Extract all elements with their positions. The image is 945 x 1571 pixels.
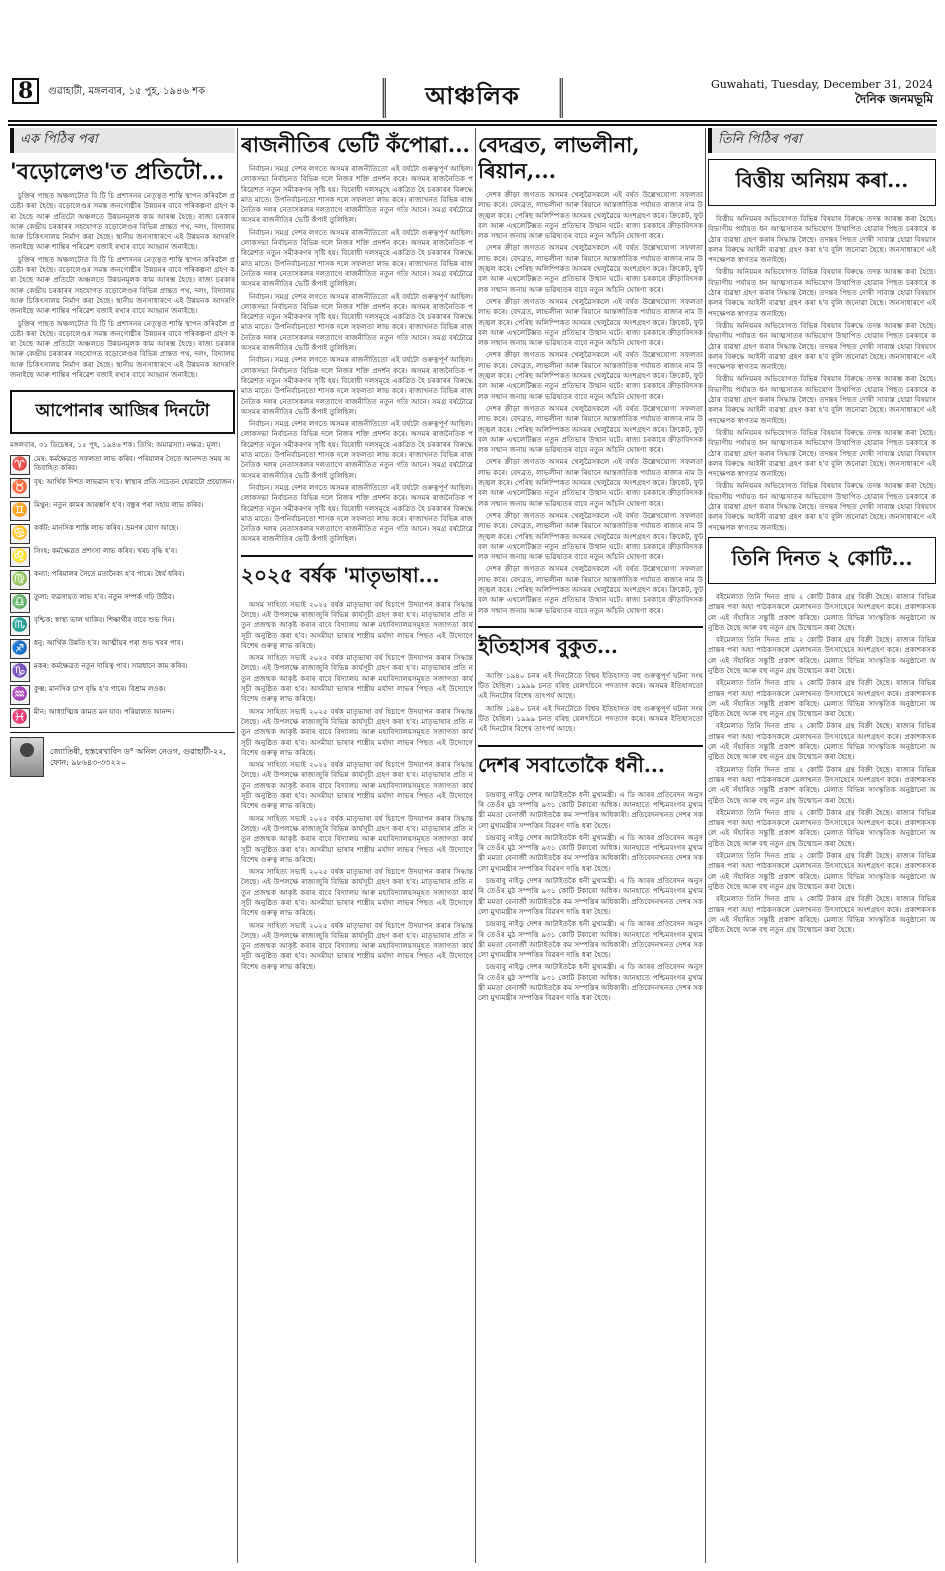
zodiac-icon: ♌ (10, 547, 30, 567)
article-paragraph: বইমেলাত তিনি দিনত প্ৰায় ২ কোটি টকাৰ গ্ৰন্থ বিক্ৰী হৈছে। ৰাজ্যৰ বিভিন্ন প্ৰান্তৰ পৰা অহা পাঠকসকলে মেলাখনত উৎসাহেৰে অংশগ্ৰহণ কৰে। প্ৰকাশকসকলে এই সঁহাৰিত সন্তুষ্টি প্ৰকাশ কৰিছে। মেলাত বিভিন্ন সাংস্কৃতিক অনুষ্ঠানো অনুষ্ঠিত হৈছে আৰু বহু নতুন গ্ৰন্থ উন্মোচন কৰা হৈছে। (708, 721, 936, 762)
horoscope-text: মকৰ: কৰ্মক্ষেত্ৰত নতুন দায়িত্ব পাব। সাৱধানে কাম কৰিব। (34, 661, 188, 670)
article-body (10, 191, 235, 380)
masthead-right (711, 78, 933, 107)
masthead-date-assamese: গুৱাহাটী, মঙ্গলবাৰ, ১৫ পুহ, ১৯৪৬ শক (48, 86, 206, 97)
section-title: আঞ্চলিক (382, 78, 563, 118)
article-paragraph: বইমেলাত তিনি দিনত প্ৰায় ২ কোটি টকাৰ গ্ৰন্থ বিক্ৰী হৈছে। ৰাজ্যৰ বিভিন্ন প্ৰান্তৰ পৰা অহা পাঠকসকলে মেলাখনত উৎসাহেৰে অংশগ্ৰহণ কৰে। প্ৰকাশকসকলে এই সঁহাৰিত সন্তুষ্টি প্ৰকাশ কৰিছে। মেলাত বিভিন্ন সাংস্কৃতিক অনুষ্ঠানো অনুষ্ঠিত হৈছে আৰু বহু নতুন গ্ৰন্থ উন্মোচন কৰা হৈছে। (708, 894, 936, 935)
article-paragraph: অসম সাহিত্য সভাই ২০২৫ বৰ্ষক মাতৃভাষা বৰ্ষ হিচাপে উদযাপন কৰাৰ সিদ্ধান্ত লৈছে। এই উপলক্ষে ৰাজ্যজুৰি বিভিন্ন কাৰ্যসূচী গ্ৰহণ কৰা হ'ব। মাতৃভাষাৰ প্ৰতি নতুন প্ৰজন্মক আকৃষ্ট কৰাৰ বাবে বিদ্যালয় আৰু মহাবিদ্যালয়সমূহত সজাগতা কাৰ্যসূচী অনুষ্ঠিত কৰা হ'ব। অসমীয়া ভাষাৰ শাস্ত্ৰীয় মৰ্যাদা লাভৰ পিছত এই উদ্যোগে বিশেষ গুৰুত্ব লাভ কৰিছে। (241, 599, 473, 650)
horoscope-text: সিংহ: কৰ্মক্ষেত্ৰত প্ৰশংসা লাভ কৰিব। খৰচ বৃদ্ধি হ'ব। (34, 546, 178, 555)
article-paragraph: নিৰ্বাচন। সমগ্ৰ দেশৰ লগতে অসমৰ ৰাজনীতিতো এই বৰ্ষটো গুৰুত্বপূৰ্ণ আছিল। লোকসভা নিৰ্বাচনত বিভিন্ন দলে নিজৰ শক্তি প্ৰদৰ্শন কৰে। অসমৰ ৰাজনৈতিক পৰিৱেশত নতুন সমীকৰণৰ সৃষ্টি হয়। বিৰোধী দলসমূহে একত্ৰিত হৈ চৰকাৰৰ বিৰুদ্ধে মাত মাতে। উপনিৰ্বাচনতো শাসক দলে সফলতা লাভ কৰে। ৰাজ্যখনত বিভিন্ন ৰাজনৈতিক দলৰ নেতাসকলৰ দলত্যাগে ৰাজনীতিত নতুন গতি আনে। সমগ্ৰ বৰ্ষটোৱে অসমৰ ৰাজনীতিৰ ভেটি কঁপাই তুলিছিল। (241, 355, 473, 416)
article-headline: দেশৰ সবাতোকৈ ধনী... (478, 745, 703, 784)
article-paragraph: বইমেলাত তিনি দিনত প্ৰায় ২ কোটি টকাৰ গ্ৰন্থ বিক্ৰী হৈছে। ৰাজ্যৰ বিভিন্ন প্ৰান্তৰ পৰা অহা পাঠকসকলে মেলাখনত উৎসাহেৰে অংশগ্ৰহণ কৰে। প্ৰকাশকসকলে এই সঁহাৰিত সন্তুষ্টি প্ৰকাশ কৰিছে। মেলাত বিভিন্ন সাংস্কৃতিক অনুষ্ঠানো অনুষ্ঠিত হৈছে আৰু বহু নতুন গ্ৰন্থ উন্মোচন কৰা হৈছে। (708, 591, 936, 632)
article-headline: 'বড়োলেণ্ড'ত প্ৰতিটো... (10, 159, 225, 185)
article-headline: তিনি দিনত ২ কোটি... (708, 537, 936, 584)
article-paragraph: বইমেলাত তিনি দিনত প্ৰায় ২ কোটি টকাৰ গ্ৰন্থ বিক্ৰী হৈছে। ৰাজ্যৰ বিভিন্ন প্ৰান্তৰ পৰা অহা পাঠকসকলে মেলাখনত উৎসাহেৰে অংশগ্ৰহণ কৰে। প্ৰকাশকসকলে এই সঁহাৰিত সন্তুষ্টি প্ৰকাশ কৰিছে। মেলাত বিভিন্ন সাংস্কৃতিক অনুষ্ঠানো অনুষ্ঠিত হৈছে আৰু বহু নতুন গ্ৰন্থ উন্মোচন কৰা হৈছে। (708, 807, 936, 848)
zodiac-icon: ♎ (10, 593, 30, 613)
article-paragraph: অসম সাহিত্য সভাই ২০২৫ বৰ্ষক মাতৃভাষা বৰ্ষ হিচাপে উদযাপন কৰাৰ সিদ্ধান্ত লৈছে। এই উপলক্ষে ৰাজ্যজুৰি বিভিন্ন কাৰ্যসূচী গ্ৰহণ কৰা হ'ব। মাতৃভাষাৰ প্ৰতি নতুন প্ৰজন্মক আকৃষ্ট কৰাৰ বাবে বিদ্যালয় আৰু মহাবিদ্যালয়সমূহত সজাগতা কাৰ্যসূচী অনুষ্ঠিত কৰা হ'ব। অসমীয়া ভাষাৰ শাস্ত্ৰীয় মৰ্যাদা লাভৰ পিছত এই উদ্যোগে বিশেষ গুৰুত্ব লাভ কৰিছে। (241, 653, 473, 704)
article-paragraph: নিৰ্বাচন। সমগ্ৰ দেশৰ লগতে অসমৰ ৰাজনীতিতো এই বৰ্ষটো গুৰুত্বপূৰ্ণ আছিল। লোকসভা নিৰ্বাচনত বিভিন্ন দলে নিজৰ শক্তি প্ৰদৰ্শন কৰে। অসমৰ ৰাজনৈতিক পৰিৱেশত নতুন সমীকৰণৰ সৃষ্টি হয়। বিৰোধী দলসমূহে একত্ৰিত হৈ চৰকাৰৰ বিৰুদ্ধে মাত মাতে। উপনিৰ্বাচনতো শাসক দলে সফলতা লাভ কৰে। ৰাজ্যখনত বিভিন্ন ৰাজনৈতিক দলৰ নেতাসকলৰ দলত্যাগে ৰাজনীতিত নতুন গতি আনে। সমগ্ৰ বৰ্ষটোৱে অসমৰ ৰাজনীতিৰ ভেটি কঁপাই তুলিছিল। (241, 164, 473, 225)
article-headline: ২০২৫ বৰ্ষক 'মাতৃভাষা... (241, 555, 473, 594)
article-body (478, 671, 703, 735)
horoscope-text: ধনু: আৰ্থিক উন্নতি হ'ব। আত্মীয়ৰ পৰা শুভ খবৰ পাব। (34, 638, 184, 647)
column-2 (241, 128, 473, 1563)
article-body (478, 790, 703, 1004)
horoscope-list (10, 455, 235, 728)
horoscope-text: মিথুন: নতুন কামৰ আৰম্ভণি হ'ব। বন্ধুৰ পৰা সহায় লাভ কৰিব। (34, 500, 204, 509)
article-paragraph: নিৰ্বাচন। সমগ্ৰ দেশৰ লগতে অসমৰ ৰাজনীতিতো এই বৰ্ষটো গুৰুত্বপূৰ্ণ আছিল। লোকসভা নিৰ্বাচনত বিভিন্ন দলে নিজৰ শক্তি প্ৰদৰ্শন কৰে। অসমৰ ৰাজনৈতিক পৰিৱেশত নতুন সমীকৰণৰ সৃষ্টি হয়। বিৰোধী দলসমূহে একত্ৰিত হৈ চৰকাৰৰ বিৰুদ্ধে মাত মাতে। উপনিৰ্বাচনতো শাসক দলে সফলতা লাভ কৰে। ৰাজ্যখনত বিভিন্ন ৰাজনৈতিক দলৰ নেতাসকলৰ দলত্যাগে ৰাজনীতিত নতুন গতি আনে। সমগ্ৰ বৰ্ষটোৱে অসমৰ ৰাজনীতিৰ ভেটি কঁপাই তুলিছিল। (241, 227, 473, 289)
article-headline: ইতিহাসৰ বুকুত... (478, 626, 703, 665)
paper-name: দৈনিক জনমভূমি (855, 92, 933, 106)
article-headline: বেদব্ৰত, লাভলীনা, ৰিয়ান,... (478, 132, 640, 183)
article-paragraph: অসম সাহিত্য সভাই ২০২৫ বৰ্ষক মাতৃভাষা বৰ্ষ হিচাপে উদযাপন কৰাৰ সিদ্ধান্ত লৈছে। এই উপলক্ষে ৰাজ্যজুৰি বিভিন্ন কাৰ্যসূচী গ্ৰহণ কৰা হ'ব। মাতৃভাষাৰ প্ৰতি নতুন প্ৰজন্মক আকৃষ্ট কৰাৰ বাবে বিদ্যালয় আৰু মহাবিদ্যালয়সমূহত সজাগতা কাৰ্যসূচী অনুষ্ঠিত কৰা হ'ব। অসমীয়া ভাষাৰ শাস্ত্ৰীয় মৰ্যাদা লাভৰ পিছত এই উদ্যোগে বিশেষ গুৰুত্ব লাভ কৰিছে। (241, 920, 473, 971)
article-paragraph: বিত্তীয় অনিয়মৰ অভিযোগত বিভিন্ন বিষয়াৰ বিৰুদ্ধে তদন্ত আৰম্ভ কৰা হৈছে। বিভাগীয় পৰ্যায়ত ধন আত্মসাতৰ অভিযোগ উত্থাপিত হোৱাৰ পিছত চৰকাৰে কঠোৰ ব্যৱস্থা গ্ৰহণ কৰাৰ সিদ্ধান্ত লৈছে। তদন্তৰ পিছত দোষী সাব্যস্ত হোৱা বিষয়াসকলৰ বিৰুদ্ধে আইনী ব্যৱস্থা গ্ৰহণ কৰা হ'ব বুলি জনোৱা হৈছে। জনসাধাৰণে এই পদক্ষেপক স্বাগতম জনাইছে। (708, 374, 936, 425)
astrologer-name: জ্যোতিষী, হস্তৰেখাবিদ ড° অনিল নেওগ, গুৱাহাটী-২২, ফোন: ৯৮৬৪৩-৩৩২২০ (50, 746, 226, 767)
article-paragraph: দেশৰ ক্ৰীড়া জগতত অসমৰ খেলুৱৈসকলে এই বৰ্ষত উল্লেখযোগ্য সফলতা লাভ কৰে। বেদব্ৰত, লাভলীনা আৰু ৰিয়ানে আন্তৰ্জাতিক পৰ্যায়ত ৰাজ্যৰ নাম উজ্জ্বল কৰে। পেৰিছ অলিম্পিকত অসমৰ খেলুৱৈয়ে অংশগ্ৰহণ কৰে। ক্ৰিকেট, ফুটবল আৰু এথলেটিক্সত নতুন প্ৰতিভাৰ উত্থান ঘটে। ৰাজ্য চৰকাৰে ক্ৰীড়াবিদসকলক সন্মান জনায় আৰু ভৱিষ্যতৰ বাবে নতুন আঁচনি ঘোষণা কৰে। (478, 457, 703, 508)
article-paragraph: আজি ১৯৪০ চনৰ এই দিনটোতে বিশ্বৰ ইতিহাসত বহু গুৰুত্বপূৰ্ণ ঘটনা সংঘটিত হৈছিল। ১৯৯৯ চনত বৰিছ য়েলৎচিনে পদত্যাগ কৰে। অসমৰ ইতিহাসতো এই দিনটোৰ বিশেষ তাৎপৰ্য আছে। (478, 670, 703, 701)
masthead-rule (8, 124, 937, 126)
article-paragraph: চন্দ্ৰবাবু নাইডু দেশৰ আটাইতকৈ ধনী মুখ্যমন্ত্ৰী। এ ডি আৰৰ প্ৰতিবেদন অনুসৰি তেওঁৰ মুঠ সম্পত্তি ৯৩১ কোটি টকাৰো অধিক। আনহাতে পশ্চিমবংগৰ মুখ্যমন্ত্ৰী মমতা বেনাৰ্জী আটাইতকৈ কম সম্পত্তিৰ অধিকাৰী। প্ৰতিবেদনখনত দেশৰ সকলো মুখ্যমন্ত্ৰীৰ সম্পত্তিৰ বিৱৰণ দাঙি ধৰা হৈছে। (478, 789, 703, 830)
horoscope-item (10, 524, 235, 544)
horoscope-text: মেষ: কৰ্মক্ষেত্ৰত সফলতা লাভ কৰিব। পৰিয়ালৰ সৈতে আনন্দত সময় অতিবাহিত কৰিব। (34, 454, 231, 473)
article-paragraph: চুক্তিৰ পাছত অঞ্চলটোত বি টি চি প্ৰশাসনৰ নেতৃত্বত শান্তি স্থাপন কৰিবলৈ প্ৰচেষ্টা কৰা হৈছে। বড়োলেণ্ডৰ সমস্ত জনগোষ্ঠীৰ উন্নয়নৰ বাবে পৰিকল্পনা গ্ৰহণ কৰা হৈছে আৰু প্ৰতিটো অঞ্চলতে উন্নয়নমূলক কাম আৰম্ভ হৈছে। ৰাজ্য চৰকাৰ আৰু কেন্দ্ৰীয় চৰকাৰৰ সহযোগত বড়োলেণ্ডৰ বিভিন্ন প্ৰান্তত পথ, দলং, বিদ্যালয় আৰু চিকিৎসালয় নিৰ্মাণ কৰা হৈছে। স্থানীয় জনসাধাৰণে এই উন্নয়নক আদৰণি জনাইছে আৰু শান্তিৰ পৰিৱেশ বজাই ৰখাৰ বাবে আহ্বান জনাইছে। (10, 254, 235, 316)
article-paragraph: আজি ১৯৪০ চনৰ এই দিনটোতে বিশ্বৰ ইতিহাসত বহু গুৰুত্বপূৰ্ণ ঘটনা সংঘটিত হৈছিল। ১৯৯৯ চনত বৰিছ য়েলৎচিনে পদত্যাগ কৰে। অসমৰ ইতিহাসতো এই দিনটোৰ বিশেষ তাৎপৰ্য আছে। (478, 703, 703, 734)
zodiac-icon: ♋ (10, 524, 30, 544)
article-body (241, 600, 473, 972)
article-paragraph: চুক্তিৰ পাছত অঞ্চলটোত বি টি চি প্ৰশাসনৰ নেতৃত্বত শান্তি স্থাপন কৰিবলৈ প্ৰচেষ্টা কৰা হৈছে। বড়োলেণ্ডৰ সমস্ত জনগোষ্ঠীৰ উন্নয়নৰ বাবে পৰিকল্পনা গ্ৰহণ কৰা হৈছে আৰু প্ৰতিটো অঞ্চলতে উন্নয়নমূলক কাম আৰম্ভ হৈছে। ৰাজ্য চৰকাৰ আৰু কেন্দ্ৰীয় চৰকাৰৰ সহযোগত বড়োলেণ্ডৰ বিভিন্ন প্ৰান্তত পথ, দলং, বিদ্যালয় আৰু চিকিৎসালয় নিৰ্মাণ কৰা হৈছে। স্থানীয় জনসাধাৰণে এই উন্নয়নক আদৰণি জনাইছে আৰু শান্তিৰ পৰিৱেশ বজাই ৰখাৰ বাবে আহ্বান জনাইছে। (10, 191, 235, 252)
column-3 (478, 128, 703, 1563)
article-paragraph: দেশৰ ক্ৰীড়া জগতত অসমৰ খেলুৱৈসকলে এই বৰ্ষত উল্লেখযোগ্য সফলতা লাভ কৰে। বেদব্ৰত, লাভলীনা আৰু ৰিয়ানে আন্তৰ্জাতিক পৰ্যায়ত ৰাজ্যৰ নাম উজ্জ্বল কৰে। পেৰিছ অলিম্পিকত অসমৰ খেলুৱৈয়ে অংশগ্ৰহণ কৰে। ক্ৰিকেট, ফুটবল আৰু এথলেটিক্সত নতুন প্ৰতিভাৰ উত্থান ঘটে। ৰাজ্য চৰকাৰে ক্ৰীড়াবিদসকলক সন্মান জনায় আৰু ভৱিষ্যতৰ বাবে নতুন আঁচনি ঘোষণা কৰে। (478, 296, 703, 348)
article-headline: ৰাজনীতিৰ ভেটি কঁপোৱা... (241, 132, 470, 157)
column-1 (10, 128, 235, 1563)
column-4 (708, 128, 936, 1563)
article-paragraph: চুক্তিৰ পাছত অঞ্চলটোত বি টি চি প্ৰশাসনৰ নেতৃত্বত শান্তি স্থাপন কৰিবলৈ প্ৰচেষ্টা কৰা হৈছে। বড়োলেণ্ডৰ সমস্ত জনগোষ্ঠীৰ উন্নয়নৰ বাবে পৰিকল্পনা গ্ৰহণ কৰা হৈছে আৰু প্ৰতিটো অঞ্চলতে উন্নয়নমূলক কাম আৰম্ভ হৈছে। ৰাজ্য চৰকাৰ আৰু কেন্দ্ৰীয় চৰকাৰৰ সহযোগত বড়োলেণ্ডৰ বিভিন্ন প্ৰান্তত পথ, দলং, বিদ্যালয় আৰু চিকিৎসালয় নিৰ্মাণ কৰা হৈছে। স্থানীয় জনসাধাৰণে এই উন্নয়নক আদৰণি জনাইছে আৰু শান্তিৰ পৰিৱেশ বজাই ৰখাৰ বাবে আহ্বান জনাইছে। (10, 318, 235, 380)
zodiac-icon: ♊ (10, 501, 30, 521)
article-paragraph: চন্দ্ৰবাবু নাইডু দেশৰ আটাইতকৈ ধনী মুখ্যমন্ত্ৰী। এ ডি আৰৰ প্ৰতিবেদন অনুসৰি তেওঁৰ মুঠ সম্পত্তি ৯৩১ কোটি টকাৰো অধিক। আনহাতে পশ্চিমবংগৰ মুখ্যমন্ত্ৰী মমতা বেনাৰ্জী আটাইতকৈ কম সম্পত্তিৰ অধিকাৰী। প্ৰতিবেদনখনত দেশৰ সকলো মুখ্যমন্ত্ৰীৰ সম্পত্তিৰ বিৱৰণ দাঙি ধৰা হৈছে। (478, 876, 703, 916)
horoscope-text: কুম্ভ: মানসিক চাপ বৃদ্ধি হ'ব পাৰে। বিশ্ৰাম লওক। (34, 684, 166, 693)
zodiac-icon: ♑ (10, 662, 30, 682)
article-body (241, 164, 473, 545)
continued-kicker: তিনি পিঠিৰ পৰা (708, 128, 936, 153)
article-paragraph: চন্দ্ৰবাবু নাইডু দেশৰ আটাইতকৈ ধনী মুখ্যমন্ত্ৰী। এ ডি আৰৰ প্ৰতিবেদন অনুসৰি তেওঁৰ মুঠ সম্পত্তি ৯৩১ কোটি টকাৰো অধিক। আনহাতে পশ্চিমবংগৰ মুখ্যমন্ত্ৰী মমতা বেনাৰ্জী আটাইতকৈ কম সম্পত্তিৰ অধিকাৰী। প্ৰতিবেদনখনত দেশৰ সকলো মুখ্যমন্ত্ৰীৰ সম্পত্তিৰ বিৱৰণ দাঙি ধৰা হৈছে। (478, 919, 703, 960)
horoscope-text: মীন: আধ্যাত্মিক কামত মন যাব। পৰিয়ালত আনন্দ। (34, 707, 174, 716)
horoscope-text: বৃশ্চিক: স্বাস্থ্য ভাল থাকিব। শিক্ষাৰ্থীৰ বাবে শুভ দিন। (34, 615, 175, 624)
article-paragraph: অসম সাহিত্য সভাই ২০২৫ বৰ্ষক মাতৃভাষা বৰ্ষ হিচাপে উদযাপন কৰাৰ সিদ্ধান্ত লৈছে। এই উপলক্ষে ৰাজ্যজুৰি বিভিন্ন কাৰ্যসূচী গ্ৰহণ কৰা হ'ব। মাতৃভাষাৰ প্ৰতি নতুন প্ৰজন্মক আকৃষ্ট কৰাৰ বাবে বিদ্যালয় আৰু মহাবিদ্যালয়সমূহত সজাগতা কাৰ্যসূচী অনুষ্ঠিত কৰা হ'ব। অসমীয়া ভাষাৰ শাস্ত্ৰীয় মৰ্যাদা লাভৰ পিছত এই উদ্যোগে বিশেষ গুৰুত্ব লাভ কৰিছে। (241, 706, 473, 757)
horoscope-text: কৰ্কট: মানসিক শান্তি লাভ কৰিব। ভ্ৰমণৰ যোগ আছে। (34, 523, 179, 532)
article-body (708, 592, 936, 936)
astrologer-byline (10, 732, 235, 777)
article-paragraph: বিত্তীয় অনিয়মৰ অভিযোগত বিভিন্ন বিষয়াৰ বিৰুদ্ধে তদন্ত আৰম্ভ কৰা হৈছে। বিভাগীয় পৰ্যায়ত ধন আত্মসাতৰ অভিযোগ উত্থাপিত হোৱাৰ পিছত চৰকাৰে কঠোৰ ব্যৱস্থা গ্ৰহণ কৰাৰ সিদ্ধান্ত লৈছে। তদন্তৰ পিছত দোষী সাব্যস্ত হোৱা বিষয়াসকলৰ বিৰুদ্ধে আইনী ব্যৱস্থা গ্ৰহণ কৰা হ'ব বুলি জনোৱা হৈছে। জনসাধাৰণে এই পদক্ষেপক স্বাগতম জনাইছে। (708, 481, 936, 532)
horoscope-text: বৃষ: আৰ্থিক দিশত লাভৱান হ'ব। স্বাস্থ্যৰ প্ৰতি সচেতন হোৱাটো প্ৰয়োজন। (34, 477, 235, 486)
horoscope-item (10, 478, 235, 498)
zodiac-icon: ♍ (10, 570, 30, 590)
horoscope-item (10, 455, 235, 475)
zodiac-icon: ♉ (10, 478, 30, 498)
article-paragraph: বইমেলাত তিনি দিনত প্ৰায় ২ কোটি টকাৰ গ্ৰন্থ বিক্ৰী হৈছে। ৰাজ্যৰ বিভিন্ন প্ৰান্তৰ পৰা অহা পাঠকসকলে মেলাখনত উৎসাহেৰে অংশগ্ৰহণ কৰে। প্ৰকাশকসকলে এই সঁহাৰিত সন্তুষ্টি প্ৰকাশ কৰিছে। মেলাত বিভিন্ন সাংস্কৃতিক অনুষ্ঠানো অনুষ্ঠিত হৈছে আৰু বহু নতুন গ্ৰন্থ উন্মোচন কৰা হৈছে। (708, 678, 936, 719)
horoscope-item (10, 639, 235, 659)
horoscope-intro: মঙ্গলবাৰ, ৩১ ডিচেম্বৰ, ১৫ পুহ, ১৯৪৬ শক। তিথি: অমাৱস্যা। নক্ষত্ৰ: মূলা। (10, 440, 221, 450)
astrologer-photo (10, 737, 44, 777)
article-paragraph: দেশৰ ক্ৰীড়া জগতত অসমৰ খেলুৱৈসকলে এই বৰ্ষত উল্লেখযোগ্য সফলতা লাভ কৰে। বেদব্ৰত, লাভলীনা আৰু ৰিয়ানে আন্তৰ্জাতিক পৰ্যায়ত ৰাজ্যৰ নাম উজ্জ্বল কৰে। পেৰিছ অলিম্পিকত অসমৰ খেলুৱৈয়ে অংশগ্ৰহণ কৰে। ক্ৰিকেট, ফুটবল আৰু এথলেটিক্সত নতুন প্ৰতিভাৰ উত্থান ঘটে। ৰাজ্য চৰকাৰে ক্ৰীড়াবিদসকলক সন্মান জনায় আৰু ভৱিষ্যতৰ বাবে নতুন আঁচনি ঘোষণা কৰে। (478, 403, 703, 455)
horoscope-item (10, 685, 235, 705)
article-paragraph: বিত্তীয় অনিয়মৰ অভিযোগত বিভিন্ন বিষয়াৰ বিৰুদ্ধে তদন্ত আৰম্ভ কৰা হৈছে। বিভাগীয় পৰ্যায়ত ধন আত্মসাতৰ অভিযোগ উত্থাপিত হোৱাৰ পিছত চৰকাৰে কঠোৰ ব্যৱস্থা গ্ৰহণ কৰাৰ সিদ্ধান্ত লৈছে। তদন্তৰ পিছত দোষী সাব্যস্ত হোৱা বিষয়াসকলৰ বিৰুদ্ধে আইনী ব্যৱস্থা গ্ৰহণ কৰা হ'ব বুলি জনোৱা হৈছে। জনসাধাৰণে এই পদক্ষেপক স্বাগতম জনাইছে। (708, 214, 936, 265)
article-paragraph: বিত্তীয় অনিয়মৰ অভিযোগত বিভিন্ন বিষয়াৰ বিৰুদ্ধে তদন্ত আৰম্ভ কৰা হৈছে। বিভাগীয় পৰ্যায়ত ধন আত্মসাতৰ অভিযোগ উত্থাপিত হোৱাৰ পিছত চৰকাৰে কঠোৰ ব্যৱস্থা গ্ৰহণ কৰাৰ সিদ্ধান্ত লৈছে। তদন্তৰ পিছত দোষী সাব্যস্ত হোৱা বিষয়াসকলৰ বিৰুদ্ধে আইনী ব্যৱস্থা গ্ৰহণ কৰা হ'ব বুলি জনোৱা হৈছে। জনসাধাৰণে এই পদক্ষেপক স্বাগতম জনাইছে। (708, 267, 936, 318)
article-paragraph: বইমেলাত তিনি দিনত প্ৰায় ২ কোটি টকাৰ গ্ৰন্থ বিক্ৰী হৈছে। ৰাজ্যৰ বিভিন্ন প্ৰান্তৰ পৰা অহা পাঠকসকলে মেলাখনত উৎসাহেৰে অংশগ্ৰহণ কৰে। প্ৰকাশকসকলে এই সঁহাৰিত সন্তুষ্টি প্ৰকাশ কৰিছে। মেলাত বিভিন্ন সাংস্কৃতিক অনুষ্ঠানো অনুষ্ঠিত হৈছে আৰু বহু নতুন গ্ৰন্থ উন্মোচন কৰা হৈছে। (708, 635, 936, 675)
zodiac-icon: ♏ (10, 616, 30, 636)
article-paragraph: চন্দ্ৰবাবু নাইডু দেশৰ আটাইতকৈ ধনী মুখ্যমন্ত্ৰী। এ ডি আৰৰ প্ৰতিবেদন অনুসৰি তেওঁৰ মুঠ সম্পত্তি ৯৩১ কোটি টকাৰো অধিক। আনহাতে পশ্চিমবংগৰ মুখ্যমন্ত্ৰী মমতা বেনাৰ্জী আটাইতকৈ কম সম্পত্তিৰ অধিকাৰী। প্ৰতিবেদনখনত দেশৰ সকলো মুখ্যমন্ত্ৰীৰ সম্পত্তিৰ বিৱৰণ দাঙি ধৰা হৈছে। (478, 832, 703, 873)
horoscope-item (10, 593, 235, 613)
column-divider (705, 128, 706, 1563)
horoscope-title: আপোনাৰ আজিৰ দিনটো (10, 390, 235, 434)
column-divider (475, 128, 476, 1563)
article-body (708, 214, 936, 533)
article-paragraph: বইমেলাত তিনি দিনত প্ৰায় ২ কোটি টকাৰ গ্ৰন্থ বিক্ৰী হৈছে। ৰাজ্যৰ বিভিন্ন প্ৰান্তৰ পৰা অহা পাঠকসকলে মেলাখনত উৎসাহেৰে অংশগ্ৰহণ কৰে। প্ৰকাশকসকলে এই সঁহাৰিত সন্তুষ্টি প্ৰকাশ কৰিছে। মেলাত বিভিন্ন সাংস্কৃতিক অনুষ্ঠানো অনুষ্ঠিত হৈছে আৰু বহু নতুন গ্ৰন্থ উন্মোচন কৰা হৈছে। (708, 764, 936, 805)
horoscope-item (10, 708, 235, 728)
zodiac-icon: ♐ (10, 639, 30, 659)
article-body (478, 190, 703, 616)
article-paragraph: অসম সাহিত্য সভাই ২০২৫ বৰ্ষক মাতৃভাষা বৰ্ষ হিচাপে উদযাপন কৰাৰ সিদ্ধান্ত লৈছে। এই উপলক্ষে ৰাজ্যজুৰি বিভিন্ন কাৰ্যসূচী গ্ৰহণ কৰা হ'ব। মাতৃভাষাৰ প্ৰতি নতুন প্ৰজন্মক আকৃষ্ট কৰাৰ বাবে বিদ্যালয় আৰু মহাবিদ্যালয়সমূহত সজাগতা কাৰ্যসূচী অনুষ্ঠিত কৰা হ'ব। অসমীয়া ভাষাৰ শাস্ত্ৰীয় মৰ্যাদা লাভৰ পিছত এই উদ্যোগে বিশেষ গুৰুত্ব লাভ কৰিছে। (241, 867, 473, 918)
article-paragraph: নিৰ্বাচন। সমগ্ৰ দেশৰ লগতে অসমৰ ৰাজনীতিতো এই বৰ্ষটো গুৰুত্বপূৰ্ণ আছিল। লোকসভা নিৰ্বাচনত বিভিন্ন দলে নিজৰ শক্তি প্ৰদৰ্শন কৰে। অসমৰ ৰাজনৈতিক পৰিৱেশত নতুন সমীকৰণৰ সৃষ্টি হয়। বিৰোধী দলসমূহে একত্ৰিত হৈ চৰকাৰৰ বিৰুদ্ধে মাত মাতে। উপনিৰ্বাচনতো শাসক দলে সফলতা লাভ কৰে। ৰাজ্যখনত বিভিন্ন ৰাজনৈতিক দলৰ নেতাসকলৰ দলত্যাগে ৰাজনীতিত নতুন গতি আনে। সমগ্ৰ বৰ্ষটোৱে অসমৰ ৰাজনীতিৰ ভেটি কঁপাই তুলিছিল। (241, 482, 473, 544)
horoscope-item (10, 662, 235, 682)
article-paragraph: অসম সাহিত্য সভাই ২০২৫ বৰ্ষক মাতৃভাষা বৰ্ষ হিচাপে উদযাপন কৰাৰ সিদ্ধান্ত লৈছে। এই উপলক্ষে ৰাজ্যজুৰি বিভিন্ন কাৰ্যসূচী গ্ৰহণ কৰা হ'ব। মাতৃভাষাৰ প্ৰতি নতুন প্ৰজন্মক আকৃষ্ট কৰাৰ বাবে বিদ্যালয় আৰু মহাবিদ্যালয়সমূহত সজাগতা কাৰ্যসূচী অনুষ্ঠিত কৰা হ'ব। অসমীয়া ভাষাৰ শাস্ত্ৰীয় মৰ্যাদা লাভৰ পিছত এই উদ্যোগে বিশেষ গুৰুত্ব লাভ কৰিছে। (241, 813, 473, 864)
article-paragraph: চন্দ্ৰবাবু নাইডু দেশৰ আটাইতকৈ ধনী মুখ্যমন্ত্ৰী। এ ডি আৰৰ প্ৰতিবেদন অনুসৰি তেওঁৰ মুঠ সম্পত্তি ৯৩১ কোটি টকাৰো অধিক। আনহাতে পশ্চিমবংগৰ মুখ্যমন্ত্ৰী মমতা বেনাৰ্জী আটাইতকৈ কম সম্পত্তিৰ অধিকাৰী। প্ৰতিবেদনখনত দেশৰ সকলো মুখ্যমন্ত্ৰীৰ সম্পত্তিৰ বিৱৰণ দাঙি ধৰা হৈছে। (478, 962, 703, 1003)
article-paragraph: দেশৰ ক্ৰীড়া জগতত অসমৰ খেলুৱৈসকলে এই বৰ্ষত উল্লেখযোগ্য সফলতা লাভ কৰে। বেদব্ৰত, লাভলীনা আৰু ৰিয়ানে আন্তৰ্জাতিক পৰ্যায়ত ৰাজ্যৰ নাম উজ্জ্বল কৰে। পেৰিছ অলিম্পিকত অসমৰ খেলুৱৈয়ে অংশগ্ৰহণ কৰে। ক্ৰিকেট, ফুটবল আৰু এথলেটিক্সত নতুন প্ৰতিভাৰ উত্থান ঘটে। ৰাজ্য চৰকাৰে ক্ৰীড়াবিদসকলক সন্মান জনায় আৰু ভৱিষ্যতৰ বাবে নতুন আঁচনি ঘোষণা কৰে। (478, 564, 703, 615)
masthead-date-english: Guwahati, Tuesday, December 31, 2024 (710, 78, 933, 91)
horoscope-item (10, 547, 235, 567)
article-paragraph: দেশৰ ক্ৰীড়া জগতত অসমৰ খেলুৱৈসকলে এই বৰ্ষত উল্লেখযোগ্য সফলতা লাভ কৰে। বেদব্ৰত, লাভলীনা আৰু ৰিয়ানে আন্তৰ্জাতিক পৰ্যায়ত ৰাজ্যৰ নাম উজ্জ্বল কৰে। পেৰিছ অলিম্পিকত অসমৰ খেলুৱৈয়ে অংশগ্ৰহণ কৰে। ক্ৰিকেট, ফুটবল আৰু এথলেটিক্সত নতুন প্ৰতিভাৰ উত্থান ঘটে। ৰাজ্য চৰকাৰে ক্ৰীড়াবিদসকলক সন্মান জনায় আৰু ভৱিষ্যতৰ বাবে নতুন আঁচনি ঘোষণা কৰে। (478, 350, 703, 401)
horoscope-item (10, 616, 235, 636)
article-paragraph: দেশৰ ক্ৰীড়া জগতত অসমৰ খেলুৱৈসকলে এই বৰ্ষত উল্লেখযোগ্য সফলতা লাভ কৰে। বেদব্ৰত, লাভলীনা আৰু ৰিয়ানে আন্তৰ্জাতিক পৰ্যায়ত ৰাজ্যৰ নাম উজ্জ্বল কৰে। পেৰিছ অলিম্পিকত অসমৰ খেলুৱৈয়ে অংশগ্ৰহণ কৰে। ক্ৰিকেট, ফুটবল আৰু এথলেটিক্সত নতুন প্ৰতিভাৰ উত্থান ঘটে। ৰাজ্য চৰকাৰে ক্ৰীড়াবিদসকলক সন্মান জনায় আৰু ভৱিষ্যতৰ বাবে নতুন আঁচনি ঘোষণা কৰে। (478, 243, 703, 294)
article-paragraph: দেশৰ ক্ৰীড়া জগতত অসমৰ খেলুৱৈসকলে এই বৰ্ষত উল্লেখযোগ্য সফলতা লাভ কৰে। বেদব্ৰত, লাভলীনা আৰু ৰিয়ানে আন্তৰ্জাতিক পৰ্যায়ত ৰাজ্যৰ নাম উজ্জ্বল কৰে। পেৰিছ অলিম্পিকত অসমৰ খেলুৱৈয়ে অংশগ্ৰহণ কৰে। ক্ৰিকেট, ফুটবল আৰু এথলেটিক্সত নতুন প্ৰতিভাৰ উত্থান ঘটে। ৰাজ্য চৰকাৰে ক্ৰীড়াবিদসকলক সন্মান জনায় আৰু ভৱিষ্যতৰ বাবে নতুন আঁচনি ঘোষণা কৰে। (478, 510, 703, 562)
article-paragraph: অসম সাহিত্য সভাই ২০২৫ বৰ্ষক মাতৃভাষা বৰ্ষ হিচাপে উদযাপন কৰাৰ সিদ্ধান্ত লৈছে। এই উপলক্ষে ৰাজ্যজুৰি বিভিন্ন কাৰ্যসূচী গ্ৰহণ কৰা হ'ব। মাতৃভাষাৰ প্ৰতি নতুন প্ৰজন্মক আকৃষ্ট কৰাৰ বাবে বিদ্যালয় আৰু মহাবিদ্যালয়সমূহত সজাগতা কাৰ্যসূচী অনুষ্ঠিত কৰা হ'ব। অসমীয়া ভাষাৰ শাস্ত্ৰীয় মৰ্যাদা লাভৰ পিছত এই উদ্যোগে বিশেষ গুৰুত্ব লাভ কৰিছে। (241, 760, 473, 811)
continued-kicker: এক পিঠিৰ পৰা (10, 128, 235, 153)
column-divider (237, 128, 238, 1563)
article-paragraph: নিৰ্বাচন। সমগ্ৰ দেশৰ লগতে অসমৰ ৰাজনীতিতো এই বৰ্ষটো গুৰুত্বপূৰ্ণ আছিল। লোকসভা নিৰ্বাচনত বিভিন্ন দলে নিজৰ শক্তি প্ৰদৰ্শন কৰে। অসমৰ ৰাজনৈতিক পৰিৱেশত নতুন সমীকৰণৰ সৃষ্টি হয়। বিৰোধী দলসমূহে একত্ৰিত হৈ চৰকাৰৰ বিৰুদ্ধে মাত মাতে। উপনিৰ্বাচনতো শাসক দলে সফলতা লাভ কৰে। ৰাজ্যখনত বিভিন্ন ৰাজনৈতিক দলৰ নেতাসকলৰ দলত্যাগে ৰাজনীতিত নতুন গতি আনে। সমগ্ৰ বৰ্ষটোৱে অসমৰ ৰাজনীতিৰ ভেটি কঁপাই তুলিছিল। (241, 291, 473, 353)
horoscope-text: তুলা: ব্যৱসায়ত লাভ হ'ব। নতুন সম্পৰ্ক গঢ়ি উঠিব। (34, 592, 175, 601)
page-number: 8 (12, 78, 39, 104)
horoscope-item (10, 570, 235, 590)
article-paragraph: নিৰ্বাচন। সমগ্ৰ দেশৰ লগতে অসমৰ ৰাজনীতিতো এই বৰ্ষটো গুৰুত্বপূৰ্ণ আছিল। লোকসভা নিৰ্বাচনত বিভিন্ন দলে নিজৰ শক্তি প্ৰদৰ্শন কৰে। অসমৰ ৰাজনৈতিক পৰিৱেশত নতুন সমীকৰণৰ সৃষ্টি হয়। বিৰোধী দলসমূহে একত্ৰিত হৈ চৰকাৰৰ বিৰুদ্ধে মাত মাতে। উপনিৰ্বাচনতো শাসক দলে সফলতা লাভ কৰে। ৰাজ্যখনত বিভিন্ন ৰাজনৈতিক দলৰ নেতাসকলৰ দলত্যাগে ৰাজনীতিত নতুন গতি আনে। সমগ্ৰ বৰ্ষটোৱে অসমৰ ৰাজনীতিৰ ভেটি কঁপাই তুলিছিল। (241, 419, 473, 480)
zodiac-icon: ♈ (10, 455, 30, 475)
article-paragraph: বিত্তীয় অনিয়মৰ অভিযোগত বিভিন্ন বিষয়াৰ বিৰুদ্ধে তদন্ত আৰম্ভ কৰা হৈছে। বিভাগীয় পৰ্যায়ত ধন আত্মসাতৰ অভিযোগ উত্থাপিত হোৱাৰ পিছত চৰকাৰে কঠোৰ ব্যৱস্থা গ্ৰহণ কৰাৰ সিদ্ধান্ত লৈছে। তদন্তৰ পিছত দোষী সাব্যস্ত হোৱা বিষয়াসকলৰ বিৰুদ্ধে আইনী ব্যৱস্থা গ্ৰহণ কৰা হ'ব বুলি জনোৱা হৈছে। জনসাধাৰণে এই পদক্ষেপক স্বাগতম জনাইছে। (708, 320, 936, 372)
article-paragraph: বিত্তীয় অনিয়মৰ অভিযোগত বিভিন্ন বিষয়াৰ বিৰুদ্ধে তদন্ত আৰম্ভ কৰা হৈছে। বিভাগীয় পৰ্যায়ত ধন আত্মসাতৰ অভিযোগ উত্থাপিত হোৱাৰ পিছত চৰকাৰে কঠোৰ ব্যৱস্থা গ্ৰহণ কৰাৰ সিদ্ধান্ত লৈছে। তদন্তৰ পিছত দোষী সাব্যস্ত হোৱা বিষয়াসকলৰ বিৰুদ্ধে আইনী ব্যৱস্থা গ্ৰহণ কৰা হ'ব বুলি জনোৱা হৈছে। জনসাধাৰণে এই পদক্ষেপক স্বাগতম জনাইছে। (708, 427, 936, 479)
horoscope-text: কন্যা: পৰিয়ালৰ সৈতে মতানৈক্য হ'ব পাৰে। ধৈৰ্য ধৰিব। (34, 569, 185, 578)
article-paragraph: বইমেলাত তিনি দিনত প্ৰায় ২ কোটি টকাৰ গ্ৰন্থ বিক্ৰী হৈছে। ৰাজ্যৰ বিভিন্ন প্ৰান্তৰ পৰা অহা পাঠকসকলে মেলাখনত উৎসাহেৰে অংশগ্ৰহণ কৰে। প্ৰকাশকসকলে এই সঁহাৰিত সন্তুষ্টি প্ৰকাশ কৰিছে। মেলাত বিভিন্ন সাংস্কৃতিক অনুষ্ঠানো অনুষ্ঠিত হৈছে আৰু বহু নতুন গ্ৰন্থ উন্মোচন কৰা হৈছে। (708, 851, 936, 891)
horoscope-item (10, 501, 235, 521)
article-headline: বিত্তীয় অনিয়ম কৰা... (708, 159, 936, 206)
masthead (8, 76, 937, 122)
zodiac-icon: ♒ (10, 685, 30, 705)
zodiac-icon: ♓ (10, 708, 30, 728)
article-paragraph: দেশৰ ক্ৰীড়া জগতত অসমৰ খেলুৱৈসকলে এই বৰ্ষত উল্লেখযোগ্য সফলতা লাভ কৰে। বেদব্ৰত, লাভলীনা আৰু ৰিয়ানে আন্তৰ্জাতিক পৰ্যায়ত ৰাজ্যৰ নাম উজ্জ্বল কৰে। পেৰিছ অলিম্পিকত অসমৰ খেলুৱৈয়ে অংশগ্ৰহণ কৰে। ক্ৰিকেট, ফুটবল আৰু এথলেটিক্সত নতুন প্ৰতিভাৰ উত্থান ঘটে। ৰাজ্য চৰকাৰে ক্ৰীড়াবিদসকলক সন্মান জনায় আৰু ভৱিষ্যতৰ বাবে নতুন আঁচনি ঘোষণা কৰে। (478, 190, 703, 241)
